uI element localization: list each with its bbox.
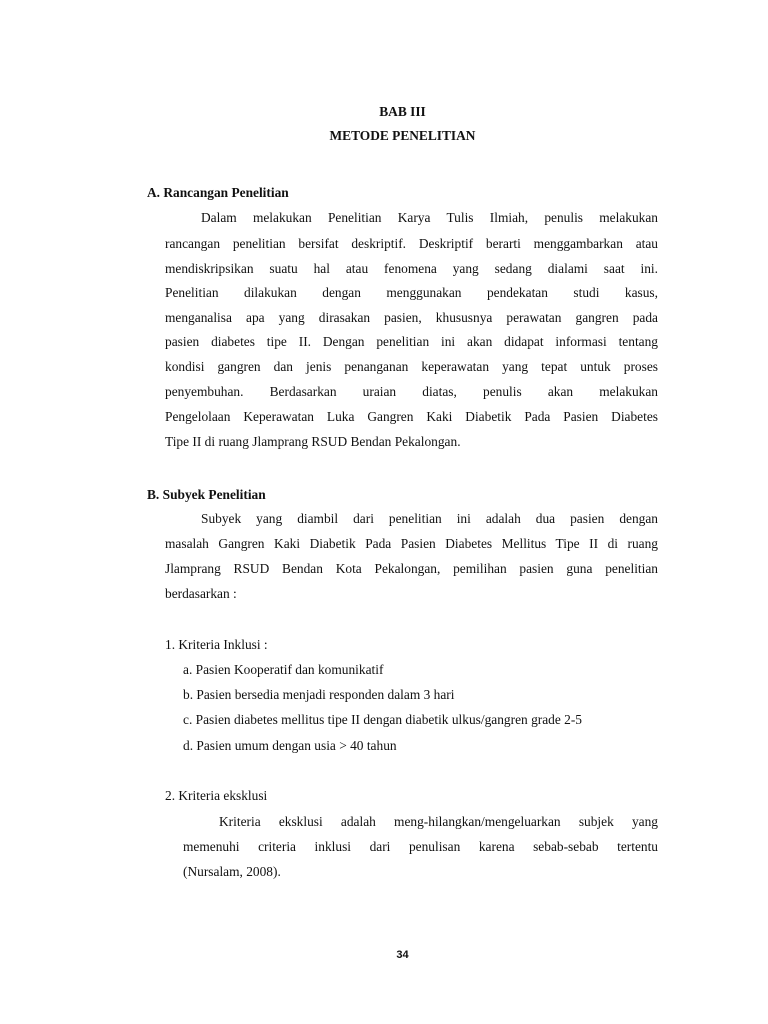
paragraph-line: berdasarkan : [165, 586, 237, 601]
paragraph-line: mendiskripsikan suatu hal atau fenomena yang sedang dialami saat ini. [165, 261, 658, 276]
list-item: b. Pasien bersedia menjadi responden dalam 3 hari [183, 687, 455, 702]
list-item: a. Pasien Kooperatif dan komunikatif [183, 662, 384, 677]
paragraph-line: rancangan penelitian bersifat deskriptif. Deskriptif berarti menggambarkan atau [165, 236, 658, 251]
paragraph-line: kondisi gangren dan jenis penanganan keperawatan yang tepat untuk proses [165, 359, 658, 374]
paragraph-line: Pengelolaan Keperawatan Luka Gangren Kaki Diabetik Pada Pasien Diabetes [165, 409, 658, 424]
kriteria-inklusi-label: 1. Kriteria Inklusi : [165, 637, 268, 652]
kriteria-eksklusi-label: 2. Kriteria eksklusi [165, 788, 268, 803]
paragraph-line: memenuhi criteria inklusi dari penulisan karena sebab-sebab tertentu [183, 839, 658, 854]
section-b-heading: B. Subyek Penelitian [147, 487, 266, 502]
paragraph-line: Penelitian dilakukan dengan menggunakan pendekatan studi kasus, [165, 285, 658, 300]
list-item: c. Pasien diabetes mellitus tipe II dengan diabetik ulkus/gangren grade 2-5 [183, 712, 582, 727]
paragraph-line: pasien diabetes tipe II. Dengan penelitian ini akan didapat informasi tentang [165, 334, 658, 349]
section-a-heading: A. Rancangan Penelitian [147, 185, 289, 200]
paragraph-line: masalah Gangren Kaki Diabetik Pada Pasien Diabetes Mellitus Tipe II di ruang [165, 536, 658, 551]
paragraph-line: (Nursalam, 2008). [183, 864, 281, 879]
chapter-label: BAB III [379, 104, 426, 119]
paragraph-line: penyembuhan. Berdasarkan uraian diatas, penulis akan melakukan [165, 384, 658, 399]
paragraph-line: Kriteria eksklusi adalah meng-hilangkan/mengeluarkan subjek yang [219, 814, 658, 829]
chapter-title: METODE PENELITIAN [329, 128, 476, 143]
paragraph-line: Subyek yang diambil dari penelitian ini adalah dua pasien dengan [201, 511, 658, 526]
list-item: d. Pasien umum dengan usia > 40 tahun [183, 738, 397, 753]
page-number: 34 [396, 949, 409, 961]
paragraph-line: Dalam melakukan Penelitian Karya Tulis Ilmiah, penulis melakukan [201, 210, 658, 225]
paragraph-line: menganalisa apa yang dirasakan pasien, khususnya perawatan gangren pada [165, 310, 658, 325]
paragraph-line: Jlamprang RSUD Bendan Kota Pekalongan, pemilihan pasien guna penelitian [165, 561, 658, 576]
paragraph-line: Tipe II di ruang Jlamprang RSUD Bendan Pekalongan. [165, 434, 461, 449]
